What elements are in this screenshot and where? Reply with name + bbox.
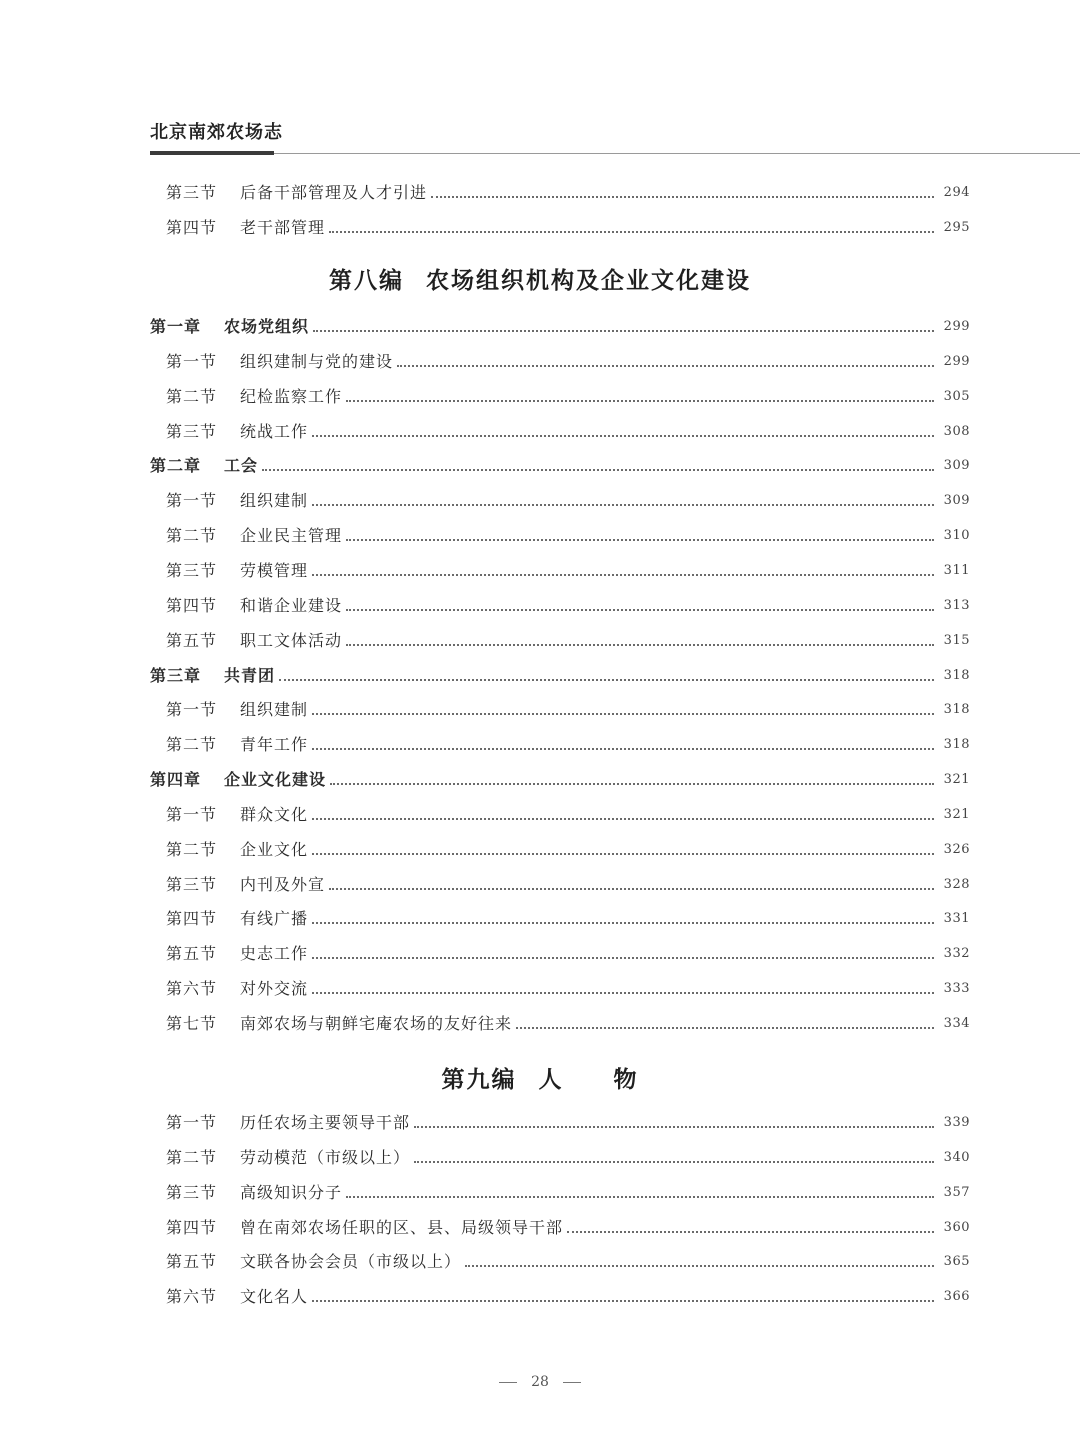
toc-row-title: 组织建制 [240, 491, 309, 511]
leader-dots [312, 957, 934, 959]
leader-dots [516, 1027, 934, 1029]
toc-row-page: 326 [943, 841, 970, 857]
toc-chapter-row[interactable] [0, 451, 1080, 477]
toc-row-title: 后备干部管理及人才引进 [240, 183, 428, 202]
part-heading-label: 第八编 [329, 267, 404, 294]
toc-row-page: 308 [943, 423, 970, 439]
toc-row-label: 第六节 [166, 979, 218, 999]
toc-row-title: 文化名人 [240, 1287, 309, 1307]
toc-row[interactable] [0, 417, 1080, 443]
leader-dots [312, 922, 934, 924]
leader-dots [313, 330, 934, 332]
toc-row[interactable] [0, 1178, 1080, 1204]
leader-dots [312, 713, 934, 715]
leader-dots [312, 853, 934, 855]
part-heading-label: 第九编 [441, 1066, 517, 1093]
toc-row-page: 339 [943, 1115, 970, 1130]
toc-row-label: 第二节 [166, 839, 218, 859]
footer-dash-left [499, 1382, 517, 1383]
toc-row[interactable] [0, 1282, 1080, 1308]
toc-row-label: 第四章 [150, 770, 202, 790]
toc-row[interactable] [0, 1009, 1080, 1035]
toc-row-label: 第四节 [166, 218, 218, 237]
part-heading [0, 262, 1080, 295]
toc-row-page: 360 [943, 1219, 970, 1235]
toc-row-page: 310 [943, 528, 970, 544]
toc-row[interactable] [0, 1143, 1080, 1169]
leader-dots [329, 888, 934, 890]
toc-row-title: 青年工作 [240, 735, 309, 755]
toc-row-page: 305 [943, 388, 970, 404]
leader-dots [312, 1300, 934, 1302]
toc-row-label: 第五节 [166, 944, 218, 964]
toc-row-page: 294 [943, 185, 970, 200]
toc-row-label: 第七节 [166, 1014, 218, 1033]
toc-row-page: 309 [943, 493, 970, 509]
page-number: 28 [531, 1374, 549, 1390]
toc-row-label: 第五节 [166, 630, 218, 650]
toc-chapter-row[interactable] [0, 312, 1080, 338]
toc-row[interactable] [0, 347, 1080, 373]
leader-dots [414, 1161, 934, 1163]
toc-row-page: 328 [943, 876, 970, 892]
toc-row-label: 第三节 [166, 183, 218, 202]
toc-row-title: 南郊农场与朝鲜宅庵农场的友好往来 [240, 1014, 513, 1033]
toc-row-page: 315 [943, 632, 970, 648]
toc-row-title: 劳模管理 [240, 560, 309, 580]
toc-row-page: 331 [943, 911, 970, 927]
toc-row[interactable] [0, 521, 1080, 547]
part-heading-title: 农场组织机构及企业文化建设 [426, 267, 751, 294]
leader-dots [312, 818, 934, 820]
toc-row-label: 第四节 [166, 595, 218, 615]
toc-row-title: 高级知识分子 [240, 1182, 343, 1202]
toc-row-page: 299 [943, 353, 970, 369]
toc-row-label: 第五节 [166, 1252, 218, 1272]
toc-row[interactable] [0, 870, 1080, 896]
part-heading-title: 人 物 [538, 1066, 639, 1093]
toc-row-label: 第二节 [166, 735, 218, 755]
toc-row[interactable] [0, 382, 1080, 408]
toc-row-label: 第一章 [150, 317, 202, 336]
toc-row-page: 318 [943, 737, 970, 753]
toc-row-page: 340 [943, 1149, 970, 1165]
toc-row-page: 333 [943, 981, 970, 997]
toc-row-title: 历任农场主要领导干部 [240, 1113, 411, 1132]
toc-row-title: 企业民主管理 [240, 526, 343, 546]
toc-row-page: 334 [943, 1016, 970, 1031]
toc-row-title: 群众文化 [240, 804, 309, 824]
toc-row-label: 第二章 [150, 456, 202, 476]
part-heading [0, 1061, 1080, 1094]
toc-row-title: 职工文体活动 [240, 630, 343, 650]
toc-chapter-row[interactable] [0, 765, 1080, 791]
toc-row[interactable] [0, 591, 1080, 617]
toc-row-title: 企业文化 [240, 839, 309, 859]
toc-row[interactable] [0, 213, 1080, 239]
toc-row-title: 农场党组织 [224, 317, 310, 336]
leader-dots [312, 992, 934, 994]
toc-row-title: 曾在南郊农场任职的区、县、局级领导干部 [240, 1217, 564, 1237]
toc-row-title: 有线广播 [240, 909, 309, 929]
leader-dots [397, 365, 934, 367]
leader-dots [262, 469, 934, 471]
leader-dots [312, 574, 934, 576]
leader-dots [465, 1265, 934, 1267]
toc-row-label: 第二节 [166, 1147, 218, 1167]
toc-row-title: 共青团 [224, 665, 276, 685]
toc-row-title: 组织建制 [240, 700, 309, 720]
leader-dots [312, 748, 934, 750]
toc-row-label: 第三节 [166, 560, 218, 580]
toc-row[interactable] [0, 626, 1080, 652]
toc-row-label: 第一节 [166, 700, 218, 720]
toc-row-page: 357 [943, 1184, 970, 1200]
leader-dots [414, 1126, 934, 1128]
running-header-title: 北京南郊农场志 [150, 122, 283, 143]
leader-dots [431, 196, 934, 198]
leader-dots [346, 400, 934, 402]
toc-row-title: 企业文化建设 [224, 770, 327, 790]
leader-dots [346, 1196, 934, 1198]
toc-row-page: 318 [943, 667, 970, 683]
toc-row-page: 311 [943, 562, 970, 578]
leader-dots [279, 679, 934, 681]
toc-row-page: 299 [943, 319, 970, 334]
toc-row[interactable] [0, 974, 1080, 1000]
toc-row[interactable] [0, 1213, 1080, 1239]
toc-row-title: 文联各协会会员（市级以上） [240, 1252, 462, 1272]
toc-row[interactable] [0, 556, 1080, 582]
toc-row-title: 和谐企业建设 [240, 595, 343, 615]
toc-row-label: 第三节 [166, 1182, 218, 1202]
toc-row-page: 295 [943, 220, 970, 235]
toc-row-label: 第三节 [166, 874, 218, 894]
toc-row[interactable] [0, 730, 1080, 756]
toc-chapter-row[interactable] [0, 661, 1080, 687]
page-footer [0, 1374, 1080, 1390]
toc-row-title: 劳动模范（市级以上） [240, 1147, 411, 1167]
toc-row-label: 第六节 [166, 1287, 218, 1307]
toc-row[interactable] [0, 835, 1080, 861]
toc-row-title: 工会 [224, 456, 259, 476]
toc-row[interactable] [0, 486, 1080, 512]
leader-dots [312, 504, 934, 506]
toc-row-page: 321 [943, 772, 970, 788]
toc-row[interactable] [0, 939, 1080, 965]
leader-dots [346, 539, 934, 541]
toc-row-label: 第三章 [150, 665, 202, 685]
toc-row-label: 第四节 [166, 909, 218, 929]
toc-row-label: 第一节 [166, 491, 218, 511]
toc-row-title: 组织建制与党的建设 [240, 351, 394, 371]
leader-dots [346, 644, 934, 646]
toc-row-page: 313 [943, 597, 970, 613]
toc-row-title: 老干部管理 [240, 218, 326, 237]
toc-row-label: 第四节 [166, 1217, 218, 1237]
toc-row[interactable] [0, 178, 1080, 204]
toc-row-title: 统战工作 [240, 421, 309, 441]
toc-row[interactable] [0, 800, 1080, 826]
leader-dots [330, 783, 934, 785]
toc-row-label: 第一节 [166, 1113, 218, 1132]
toc-row[interactable] [0, 904, 1080, 930]
leader-dots [567, 1231, 934, 1233]
toc-row-label: 第二节 [166, 386, 218, 406]
toc-row-title: 史志工作 [240, 944, 309, 964]
toc-row[interactable] [0, 1108, 1080, 1134]
toc-row-page: 309 [943, 458, 970, 474]
leader-dots [346, 609, 934, 611]
toc-row-page: 366 [943, 1289, 970, 1305]
toc-row-title: 对外交流 [240, 979, 309, 999]
toc-row-label: 第一节 [166, 804, 218, 824]
toc-row[interactable] [0, 695, 1080, 721]
toc-row-page: 318 [943, 702, 970, 718]
leader-dots [329, 231, 934, 233]
toc-row-title: 内刊及外宣 [240, 874, 326, 894]
footer-dash-right [563, 1382, 581, 1383]
toc-row-page: 365 [943, 1254, 970, 1270]
toc-row-page: 332 [943, 946, 970, 962]
toc-row-title: 纪检监察工作 [240, 386, 343, 406]
toc-row-label: 第一节 [166, 351, 218, 371]
toc-row-page: 321 [943, 806, 970, 822]
toc-row-label: 第二节 [166, 526, 218, 546]
leader-dots [312, 435, 934, 437]
toc-row-label: 第三节 [166, 421, 218, 441]
toc-row[interactable] [0, 1247, 1080, 1273]
